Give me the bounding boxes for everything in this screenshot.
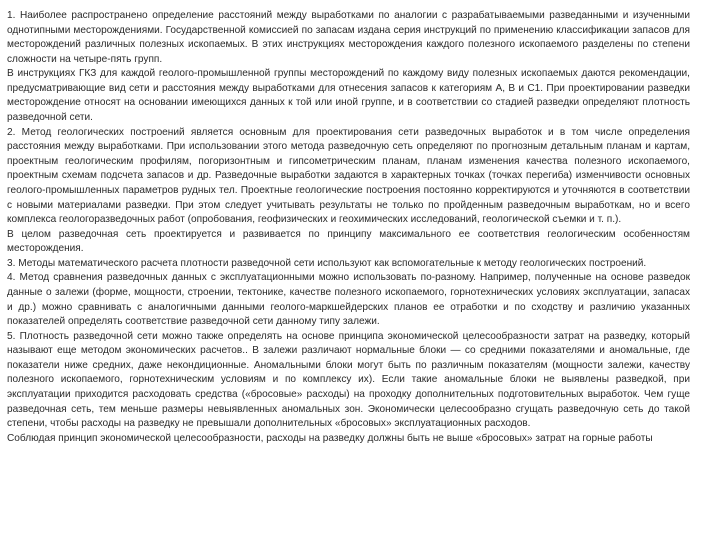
paragraph-geological-constructions: 2. Метод геологических построений является основным для проектирования сети разведочных выработок и в том числе определения расстояния между выработками. При использовании этого метода разведочную сеть определяют по прогнозным детальным планам и картам, проектным геологическим профилям, погоризонтным и гипсометрическим планам, планам изменения качества полезного ископаемого, проектным схемам подсчета запасов и др. Разведочные выработки задаются в характерных точках (точках перегиба) изменчивости основных геолого-промышленных параметров рудных тел. Проектные геологические построения постоянно корректируются и уточняются в соответствии с новыми материалами разведки. При этом следует учитывать результаты не только по пройденным разведочным выработкам, но и всего комплекса геологоразведочных работ (опробования, геофизических и геохимических исследований, геологической съемки и т. п.). [7, 126, 690, 226]
paragraph-economic-principle: Соблюдая принцип экономической целесообразности, расходы на разведку должны быть не выше «бросовых» затрат на горные работы [7, 432, 653, 444]
paragraph-gkz-instructions: В инструкциях ГКЗ для каждой геолого-промышленной группы месторождений по каждому виду полезных ископаемых даются рекомендации, предусматривающие вид сети и расстояния между выработками для отнесения запасов к категориям А, В и С1. При проектировании разведки месторождение относят на основании имеющихся данных к той или иной группе, и в соответствии со стадией разведки определяют плотность разведочной сети. [7, 68, 690, 124]
paragraph-analogy-method: 1. Наиболее распространено определение расстояний между выработками по аналогии с разрабатываемыми разведанными и изученными однотипными месторождениями. Государственной комиссией по запасам издана серия инструкций по применению классификации запасов для месторождений различных полезных ископаемых. В этих инструкциях месторождения каждого полезного ископаемого разделены по степени сложности на четыре-пять групп. [7, 10, 690, 65]
paragraph-math-methods: 3. Методы математического расчета плотности разведочной сети используют как вспомогательные к методу геологических построений. [7, 257, 647, 269]
paragraph-network-principle: В целом разведочная сеть проектируется и развивается по принципу максимального ее соответствия геологическим особенностям месторождения. [7, 228, 690, 255]
document-body [7, 9, 690, 446]
paragraph-economic-method: 5. Плотность разведочной сети можно также определять на основе принципа экономической целесообразности затрат на разведку, который называют еще методом экономических расчетов.. В залежи различают нормальные блоки — со средними показателями и аномальные, где показатели ниже средних, даже некондиционные. Аномальными блоки могут быть по различным показателям (мощности залежи, качеству полезного ископаемого, горнотехническим условиям и по комплексу их). Если такие аномальные блоки не выявлены разведкой, при эксплуатации приходится расходовать средства («бросовые» расходы) на проходку дополнительных подготовительных выработок. Чем гуще разведочная сеть, тем меньше размеры невыявленных аномальных зон. Экономически целесообразно сгущать разведочную сеть до такой степени, чтобы расходы на разведку не превышали дополнительных «бросовых» эксплуатационных расходов. [7, 330, 690, 430]
paragraph-comparison-method: 4. Метод сравнения разведочных данных с эксплуатационными можно использовать по-разному. Например, полученные на основе разведок данные о залежи (форме, мощности, строении, тектонике, качестве полезного ископаемого, горнотехнических условиях эксплуатации, запасах и др.) можно сравнивать с аналогичными данными геолого-маркшейдерских планов ее отработки и по сходству и различию указанных показателей определять соответствие разведочной сети данному типу залежи. [7, 272, 690, 328]
